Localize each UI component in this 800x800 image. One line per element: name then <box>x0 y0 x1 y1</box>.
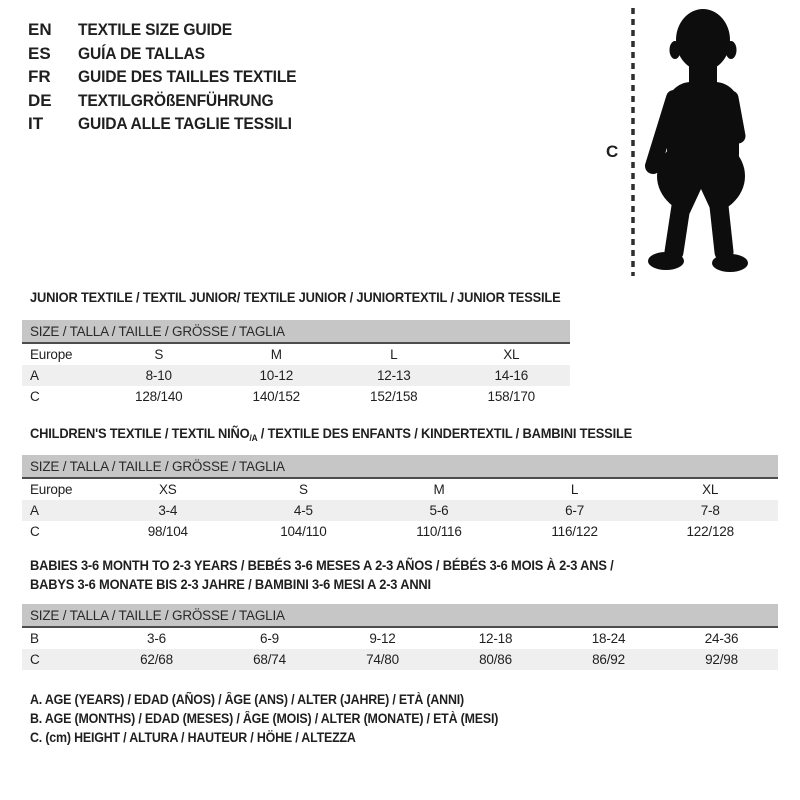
row-label: Europe <box>30 482 73 497</box>
language-title: GUÍA DE TALLAS <box>78 43 205 63</box>
table-row <box>22 386 570 407</box>
cell: 92/98 <box>665 649 778 670</box>
language-title: TEXTILGRÖßENFÜHRUNG <box>78 90 274 110</box>
table-row <box>22 343 570 365</box>
row-label: Europe <box>30 347 73 362</box>
cell: 6-7 <box>507 500 643 521</box>
row-label: A <box>22 500 100 521</box>
language-row-en <box>28 20 315 44</box>
cell: 14-16 <box>453 365 571 386</box>
cell: 10-12 <box>218 365 336 386</box>
cell: 18-24 <box>591 631 626 646</box>
cell: L <box>570 482 579 497</box>
junior-size-table <box>22 320 570 407</box>
cell: 8-10 <box>100 365 218 386</box>
language-title: TEXTILE SIZE GUIDE <box>78 20 232 39</box>
language-code: IT <box>28 114 44 133</box>
children-size-table <box>22 455 778 542</box>
cell: 12-18 <box>478 631 513 646</box>
cell: 116/122 <box>551 524 598 539</box>
junior-section-title-text: JUNIOR TEXTILE / TEXTIL JUNIOR/ TEXTILE JUNIOR / JUNIORTEXTIL / JUNIOR TESSILE <box>30 289 561 305</box>
footnote-a-text: A. AGE (YEARS) / EDAD (AÑOS) / ÂGE (ANS) / ALTER (JAHRE) / ETÀ (ANNI) <box>30 692 464 707</box>
table-row <box>22 500 778 521</box>
cell: L <box>390 347 398 362</box>
cell: 128/140 <box>135 389 183 404</box>
children-section-title-text <box>30 424 632 448</box>
language-row-it <box>28 114 315 138</box>
footnote-c-text: C. (cm) HEIGHT / ALTURA / HAUTEUR / HÖHE / ALTEZZA <box>30 730 356 745</box>
babies-section-title-line2: BABYS 3-6 MONATE BIS 2-3 JAHRE / BAMBINI 3-6 MESI A 2-3 ANNI <box>30 576 431 592</box>
cell: 5-6 <box>371 500 507 521</box>
cell: 62/68 <box>100 649 213 670</box>
language-code: DE <box>28 90 52 110</box>
cell: 98/104 <box>147 524 188 539</box>
title-part: / TEXTILE DES ENFANTS / KINDERTEXTIL / BAMBINI TESSILE <box>257 425 633 441</box>
cell: 24-36 <box>704 631 739 646</box>
cell: 152/158 <box>370 389 418 404</box>
cell: 158/170 <box>487 389 535 404</box>
toddler-silhouette-icon <box>648 9 748 272</box>
babies-section-title <box>30 556 664 594</box>
footnote-a <box>30 692 539 711</box>
cell: 3-4 <box>100 500 236 521</box>
footnotes <box>30 692 539 749</box>
junior-section-title <box>30 288 607 307</box>
footnote-b-text: B. AGE (MONTHS) / EDAD (MESES) / ÂGE (MOIS) / ALTER (MONATE) / ETÀ (MESI) <box>30 711 499 726</box>
cell: 80/86 <box>439 649 552 670</box>
cell: 110/116 <box>416 524 462 539</box>
cell: XL <box>702 482 719 497</box>
cell: 140/152 <box>252 389 300 404</box>
language-title: GUIDA ALLE TAGLIE TESSILI <box>78 114 292 133</box>
language-code: ES <box>28 43 51 63</box>
row-label: B <box>30 631 39 646</box>
cell: 12-13 <box>335 365 453 386</box>
cell: M <box>433 482 445 497</box>
footnote-b <box>30 711 539 730</box>
language-title: GUIDE DES TAILLES TEXTILE <box>78 67 297 86</box>
language-row-es <box>28 44 315 68</box>
table-row <box>22 521 778 542</box>
title-subscript: /A <box>249 433 258 443</box>
table-row <box>22 478 778 500</box>
language-legend <box>28 20 315 138</box>
size-header-bar: SIZE / TALLA / TAILLE / GRÖSSE / TAGLIA <box>22 604 778 627</box>
cell: 68/74 <box>213 649 326 670</box>
size-header-bar: SIZE / TALLA / TAILLE / GRÖSSE / TAGLIA <box>22 455 778 478</box>
row-label: C <box>22 649 100 670</box>
cell: 104/110 <box>280 524 327 539</box>
language-row-de <box>28 91 315 115</box>
cell: S <box>154 347 164 362</box>
row-label: A <box>22 365 100 386</box>
table-header-row <box>22 455 778 478</box>
cell: 122/128 <box>686 524 734 539</box>
cell: S <box>298 482 308 497</box>
language-code: FR <box>28 67 51 86</box>
cell: 86/92 <box>552 649 665 670</box>
language-code: EN <box>28 20 52 39</box>
toddler-figure <box>624 6 764 278</box>
language-row-fr <box>28 67 315 91</box>
table-row <box>22 365 570 386</box>
table-header-row <box>22 604 778 627</box>
title-part: CHILDREN'S TEXTILE / TEXTIL NIÑO <box>30 425 250 441</box>
table-row <box>22 627 778 649</box>
cell: 74/80 <box>326 649 439 670</box>
cell: 9-12 <box>369 631 396 646</box>
babies-size-table <box>22 604 778 670</box>
row-label: C <box>30 524 40 539</box>
cell: 6-9 <box>260 631 279 646</box>
table-row <box>22 649 778 670</box>
row-label: C <box>30 389 40 404</box>
footnote-c <box>30 730 539 749</box>
children-section-title <box>30 424 684 448</box>
figure-height-label: C <box>606 142 619 161</box>
cell: XL <box>503 347 520 362</box>
table-header-row <box>22 320 570 343</box>
babies-section-title-line1: BABIES 3-6 MONTH TO 2-3 YEARS / BEBÉS 3-6 MESES A 2-3 AÑOS / BÉBÉS 3-6 MOIS À 2-3 ANS / <box>30 557 614 573</box>
cell: 4-5 <box>236 500 372 521</box>
cell: M <box>270 347 282 362</box>
size-header-bar: SIZE / TALLA / TAILLE / GRÖSSE / TAGLIA <box>22 320 570 343</box>
cell: XS <box>158 482 177 497</box>
cell: 7-8 <box>642 500 778 521</box>
cell: 3-6 <box>147 631 166 646</box>
